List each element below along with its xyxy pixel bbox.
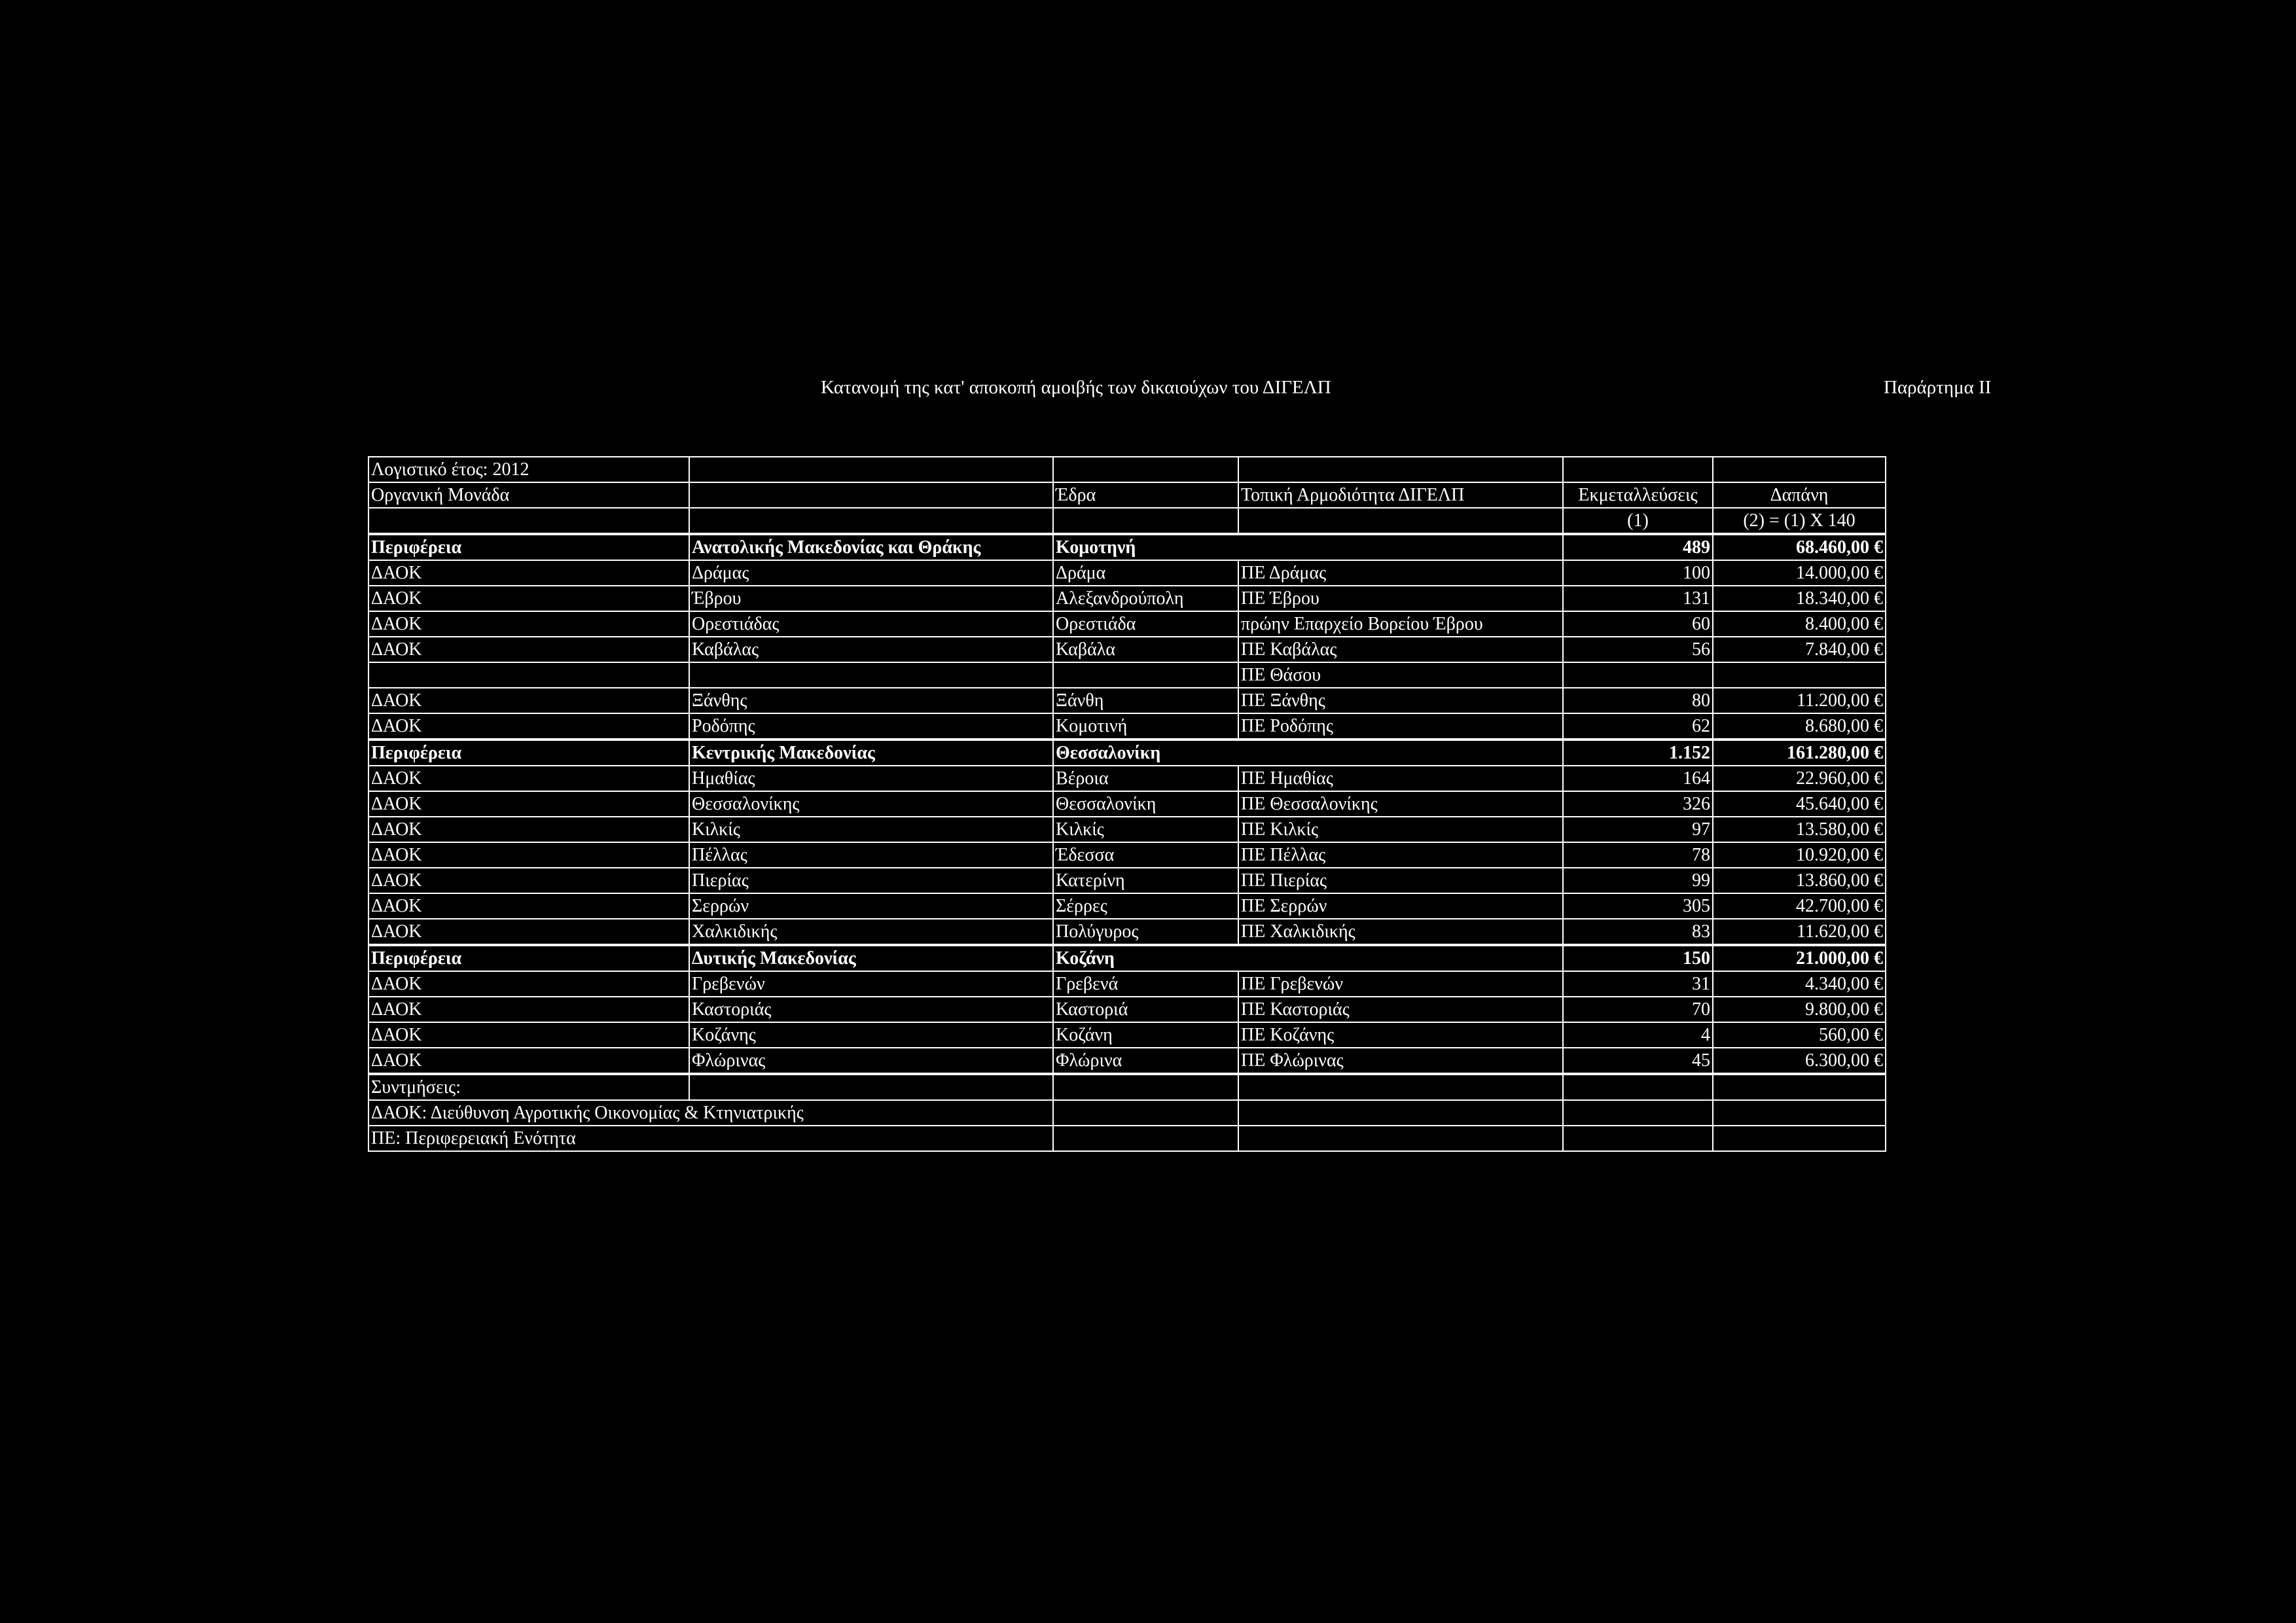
cell-col4: πρώην Επαρχείο Βορείου Έβρου xyxy=(1238,611,1563,637)
note-row xyxy=(368,1126,1886,1151)
cell-col1: ΔΑΟΚ xyxy=(368,1048,689,1074)
table-row xyxy=(368,637,1886,662)
cell-col6: 22.960,00 € xyxy=(1713,766,1886,791)
cell-col2 xyxy=(689,662,1053,688)
cell-col3: Σέρρες xyxy=(1053,893,1238,919)
cell-col4: ΠΕ Ξάνθης xyxy=(1238,688,1563,713)
header-row xyxy=(368,482,1886,508)
cell-col3: Ορεστιάδα xyxy=(1053,611,1238,637)
cell-col4: ΠΕ Καβάλας xyxy=(1238,637,1563,662)
cell-col2: Έβρου xyxy=(689,586,1053,611)
header-unit: Οργανική Μονάδα xyxy=(368,482,689,508)
cell-col3: Γρεβενά xyxy=(1053,971,1238,997)
table-row xyxy=(368,868,1886,893)
cell-col5: 100 xyxy=(1563,560,1713,586)
region-row xyxy=(368,740,1886,766)
cell-col5: 326 xyxy=(1563,791,1713,817)
region-row xyxy=(368,534,1886,560)
cell-col1: ΔΑΟΚ xyxy=(368,919,689,945)
cell-col6: 4.340,00 € xyxy=(1713,971,1886,997)
cell-col2: Δράμας xyxy=(689,560,1053,586)
cell-col1: ΔΑΟΚ xyxy=(368,868,689,893)
cell-col6: 11.620,00 € xyxy=(1713,919,1886,945)
table-row xyxy=(368,997,1886,1022)
cell-col1: ΔΑΟΚ xyxy=(368,637,689,662)
cell-col1 xyxy=(368,662,689,688)
table-row xyxy=(368,791,1886,817)
cell-col2: Θεσσαλονίκης xyxy=(689,791,1053,817)
cell-col4: ΠΕ Έβρου xyxy=(1238,586,1563,611)
cell-col1: ΔΑΟΚ xyxy=(368,586,689,611)
cell-col1: Περιφέρεια xyxy=(368,534,689,560)
cell-col4: ΠΕ Θεσσαλονίκης xyxy=(1238,791,1563,817)
header-cost: Δαπάνη xyxy=(1713,482,1886,508)
cell-col2: Πιερίας xyxy=(689,868,1053,893)
cell-col5: 99 xyxy=(1563,868,1713,893)
fiscal-year-row xyxy=(368,457,1886,482)
cell-col5: 62 xyxy=(1563,713,1713,740)
table-body xyxy=(368,457,1886,1151)
cell-col1: Περιφέρεια xyxy=(368,945,689,971)
cell-col5: 80 xyxy=(1563,688,1713,713)
note-text: ΠΕ: Περιφερειακή Ενότητα xyxy=(368,1126,1053,1151)
table-row xyxy=(368,919,1886,945)
table-row xyxy=(368,560,1886,586)
cell-col2: Ξάνθης xyxy=(689,688,1053,713)
cell-col3: Πολύγυρος xyxy=(1053,919,1238,945)
cell-col3: Καβάλα xyxy=(1053,637,1238,662)
cell-col2: Κιλκίς xyxy=(689,817,1053,842)
cell-col1: ΔΑΟΚ xyxy=(368,997,689,1022)
cell-col2: Καβάλας xyxy=(689,637,1053,662)
cell-col5: 45 xyxy=(1563,1048,1713,1074)
cell-col3: Δράμα xyxy=(1053,560,1238,586)
subheader-holdings: (1) xyxy=(1563,508,1713,534)
cell-col2: Δυτικής Μακεδονίας xyxy=(689,945,1053,971)
allocation-table-container xyxy=(368,456,1886,1152)
cell-col5: 1.152 xyxy=(1563,740,1713,766)
cell-col3: Βέροια xyxy=(1053,766,1238,791)
cell-col4: ΠΕ Ημαθίας xyxy=(1238,766,1563,791)
cell-col4: ΠΕ Σερρών xyxy=(1238,893,1563,919)
cell-col6: 9.800,00 € xyxy=(1713,997,1886,1022)
table-row xyxy=(368,586,1886,611)
cell-col4 xyxy=(1238,740,1563,766)
table-row xyxy=(368,842,1886,868)
cell-col1: ΔΑΟΚ xyxy=(368,713,689,740)
cell-col2: Ορεστιάδας xyxy=(689,611,1053,637)
cell-col6: 45.640,00 € xyxy=(1713,791,1886,817)
table-row xyxy=(368,971,1886,997)
cell-col6: 21.000,00 € xyxy=(1713,945,1886,971)
cell-col5: 489 xyxy=(1563,534,1713,560)
cell-col2: Χαλκιδικής xyxy=(689,919,1053,945)
header-holdings: Εκμεταλλεύσεις xyxy=(1563,482,1713,508)
cell-col1: ΔΑΟΚ xyxy=(368,560,689,586)
note-row xyxy=(368,1100,1886,1126)
cell-col6: 161.280,00 € xyxy=(1713,740,1886,766)
table-row xyxy=(368,1048,1886,1074)
annex-label: Παράρτημα ΙΙ xyxy=(1884,377,1992,398)
cell-col6: 42.700,00 € xyxy=(1713,893,1886,919)
cell-col6: 560,00 € xyxy=(1713,1022,1886,1048)
cell-col2: Φλώρινας xyxy=(689,1048,1053,1074)
cell-col4: ΠΕ Γρεβενών xyxy=(1238,971,1563,997)
cell-col1: ΔΑΟΚ xyxy=(368,817,689,842)
table-row xyxy=(368,713,1886,740)
header-seat: Έδρα xyxy=(1053,482,1238,508)
cell-col3: Κομοτινή xyxy=(1053,713,1238,740)
cell-col6: 8.400,00 € xyxy=(1713,611,1886,637)
cell-col6: 13.580,00 € xyxy=(1713,817,1886,842)
table-row xyxy=(368,893,1886,919)
cell-col4 xyxy=(1238,534,1563,560)
cell-col5: 83 xyxy=(1563,919,1713,945)
table-row xyxy=(368,688,1886,713)
cell-col4: ΠΕ Καστοριάς xyxy=(1238,997,1563,1022)
cell-col1: ΔΑΟΚ xyxy=(368,766,689,791)
note-text: ΔΑΟΚ: Διεύθυνση Αγροτικής Οικονομίας & Κτηνιατρικής xyxy=(368,1100,1053,1126)
cell-col3: Κοζάνη xyxy=(1053,1022,1238,1048)
cell-col5: 56 xyxy=(1563,637,1713,662)
cell-col2: Καστοριάς xyxy=(689,997,1053,1022)
cell-col6: 8.680,00 € xyxy=(1713,713,1886,740)
cell-col6: 13.860,00 € xyxy=(1713,868,1886,893)
region-row xyxy=(368,945,1886,971)
cell-col4: ΠΕ Πιερίας xyxy=(1238,868,1563,893)
cell-col6 xyxy=(1713,662,1886,688)
cell-col2: Ροδόπης xyxy=(689,713,1053,740)
cell-col5 xyxy=(1563,662,1713,688)
subheader-cost: (2) = (1) Χ 140 xyxy=(1713,508,1886,534)
cell-col4 xyxy=(1238,945,1563,971)
cell-col5: 4 xyxy=(1563,1022,1713,1048)
cell-col5: 164 xyxy=(1563,766,1713,791)
cell-col3: Θεσσαλονίκη xyxy=(1053,791,1238,817)
cell-col5: 70 xyxy=(1563,997,1713,1022)
cell-col6: 11.200,00 € xyxy=(1713,688,1886,713)
cell-col3: Κατερίνη xyxy=(1053,868,1238,893)
cell-col2: Ημαθίας xyxy=(689,766,1053,791)
cell-col4: ΠΕ Κιλκίς xyxy=(1238,817,1563,842)
cell-col1: ΔΑΟΚ xyxy=(368,791,689,817)
allocation-table xyxy=(368,456,1886,1152)
cell-col6: 6.300,00 € xyxy=(1713,1048,1886,1074)
cell-col3 xyxy=(1053,662,1238,688)
table-row xyxy=(368,611,1886,637)
cell-col1: Περιφέρεια xyxy=(368,740,689,766)
cell-col2: Σερρών xyxy=(689,893,1053,919)
subheader-row xyxy=(368,508,1886,534)
cell-col2: Κοζάνης xyxy=(689,1022,1053,1048)
cell-col1: ΔΑΟΚ xyxy=(368,971,689,997)
cell-col1: ΔΑΟΚ xyxy=(368,611,689,637)
cell-col4: ΠΕ Χαλκιδικής xyxy=(1238,919,1563,945)
table-row xyxy=(368,817,1886,842)
cell-col1: ΔΑΟΚ xyxy=(368,688,689,713)
cell-col4: ΠΕ Θάσου xyxy=(1238,662,1563,688)
cell-col6: 18.340,00 € xyxy=(1713,586,1886,611)
cell-col2: Κεντρικής Μακεδονίας xyxy=(689,740,1053,766)
cell-col5: 131 xyxy=(1563,586,1713,611)
cell-col4: ΠΕ Φλώρινας xyxy=(1238,1048,1563,1074)
cell-col5: 305 xyxy=(1563,893,1713,919)
cell-col6: 68.460,00 € xyxy=(1713,534,1886,560)
cell-col5: 31 xyxy=(1563,971,1713,997)
cell-col4: ΠΕ Πέλλας xyxy=(1238,842,1563,868)
cell-col6: 14.000,00 € xyxy=(1713,560,1886,586)
cell-col2: Ανατολικής Μακεδονίας και Θράκης xyxy=(689,534,1053,560)
note-text: Συντμήσεις: xyxy=(368,1074,689,1100)
cell-col3: Καστοριά xyxy=(1053,997,1238,1022)
fiscal-year-label: Λογιστικό έτος: 2012 xyxy=(368,457,689,482)
page-title: Κατανομή της κατ' αποκοπή αμοιβής των δικαιούχων του ΔΙΓΕΛΠ xyxy=(821,377,1331,398)
header-jurisdiction: Τοπική Αρμοδιότητα ΔΙΓΕΛΠ xyxy=(1238,482,1563,508)
cell-col4: ΠΕ Ροδόπης xyxy=(1238,713,1563,740)
cell-col6: 10.920,00 € xyxy=(1713,842,1886,868)
cell-col4: ΠΕ Δράμας xyxy=(1238,560,1563,586)
cell-col2: Πέλλας xyxy=(689,842,1053,868)
cell-col5: 150 xyxy=(1563,945,1713,971)
cell-col1: ΔΑΟΚ xyxy=(368,893,689,919)
cell-col3: Κιλκίς xyxy=(1053,817,1238,842)
cell-col4: ΠΕ Κοζάνης xyxy=(1238,1022,1563,1048)
cell-col6: 7.840,00 € xyxy=(1713,637,1886,662)
cell-col5: 78 xyxy=(1563,842,1713,868)
cell-col3: Φλώρινα xyxy=(1053,1048,1238,1074)
cell-col1: ΔΑΟΚ xyxy=(368,1022,689,1048)
cell-col3: Ξάνθη xyxy=(1053,688,1238,713)
table-row xyxy=(368,766,1886,791)
cell-col3: Έδεσσα xyxy=(1053,842,1238,868)
cell-col3: Κομοτηνή xyxy=(1053,534,1238,560)
cell-col5: 97 xyxy=(1563,817,1713,842)
cell-col3: Κοζάνη xyxy=(1053,945,1238,971)
note-row xyxy=(368,1074,1886,1100)
table-row xyxy=(368,662,1886,688)
cell-col2: Γρεβενών xyxy=(689,971,1053,997)
cell-col3: Αλεξανδρούπολη xyxy=(1053,586,1238,611)
cell-col1: ΔΑΟΚ xyxy=(368,842,689,868)
table-row xyxy=(368,1022,1886,1048)
cell-col3: Θεσσαλονίκη xyxy=(1053,740,1238,766)
cell-col5: 60 xyxy=(1563,611,1713,637)
